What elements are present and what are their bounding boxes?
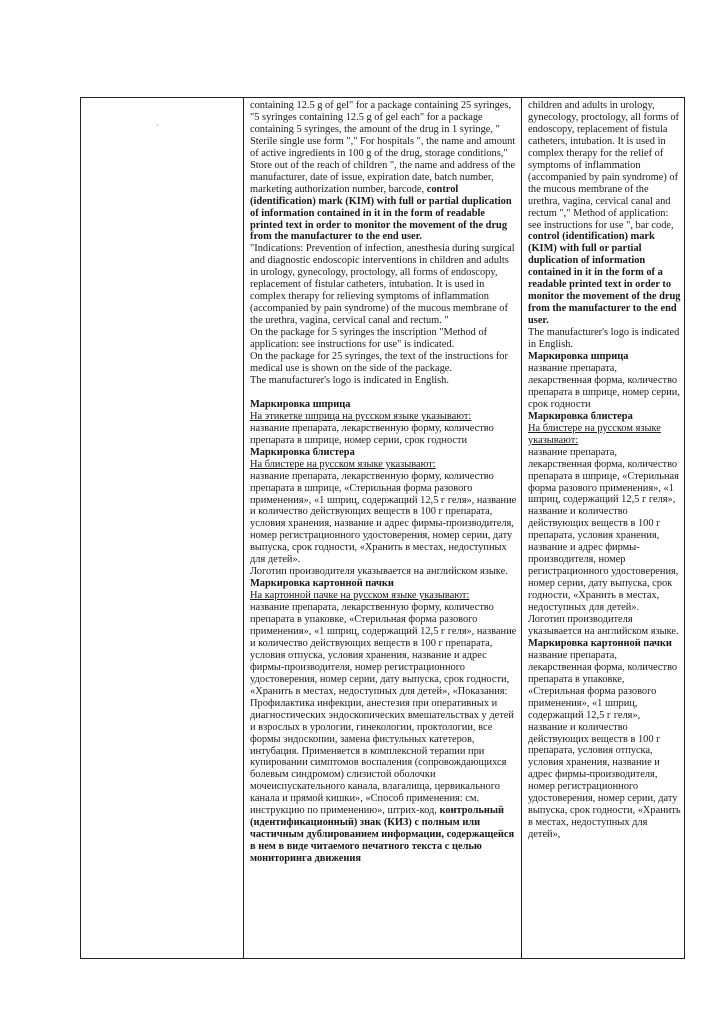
right-logo-note: The manufacturer's logo is indicated in English. xyxy=(528,327,680,351)
right-paragraph-1: children and adults in urology, gynecology, proctology, all forms of endoscopy, replacement of fistula catheters, intubation. It is used in complex therapy for the relief of symptoms of inflammation (accompanied by pain syndrome) of the mucous membrane of the urethra, vagina, cervical canal and rectum "," Method of application: see instructions for use ", bar code, control (identification) mark (KIM) with full or partial duplication of information contained in it in the form of a readable printed text in order to monitor the movement of the drug from the manufacturer to the end user. xyxy=(528,100,681,327)
right-blister-text: название препарата, лекарственная форма, количество препарата в шприце, «Стерильная форма разового применения», «1 шприц, содержащий 12,5 г геля», название и количество действующих веществ в 100 г препарата, условия хранения, название и адрес фирмы-производителя, номер регистрационного удостоверения, номер серии, дату выпуска, срок годности, «Хранить в местах, недоступных для детей». xyxy=(528,446,679,614)
mid-syringe-text: название препарата, лекарственную форму, количество препарата в шприце, номер серии, срок годности xyxy=(250,422,494,446)
right-column xyxy=(522,98,684,958)
comparison-table xyxy=(80,97,685,959)
right-syringe-heading: Маркировка шприца xyxy=(528,351,629,363)
right-kim-bold: control (identification) mark (KIM) with full or partial duplication of information contained in it in the form of a readable printed text in order to monitor the movement of the drug from the manufacturer to the end user. xyxy=(528,231,681,327)
mid-blister-sub: На блистере на русском языке указывают: xyxy=(250,458,436,470)
mid-blister-logo: Логотип производителя указывается на английском языке. xyxy=(250,566,508,578)
mid-kim-bold: control (identification) mark (KIM) with full or partial duplication of information contained in it in the form of readable printed text in order to monitor the movement of the drug from the manufacturer to the end user. xyxy=(250,183,512,243)
left-column xyxy=(81,98,244,958)
right-carton-text: название препарата, лекарственная форма, количество препарата в упаковке, «Стерильная форма разового применения», «1 шприц, содержащий 12,5 г геля», название и количество действующих веществ в 100 г препарата, условия отпуска, условия хранения, название и адрес фирмы-производителя, номер регистрационного удостоверения, номер серии, дату выпуска, срок годности, «Хранить в местах, недоступных для детей», xyxy=(528,649,681,841)
mid-carton-heading: Маркировка картонной пачки xyxy=(250,578,394,590)
mid-syringe-heading: Маркировка шприца xyxy=(250,398,351,410)
mid-paragraph-1: containing 12.5 g of gel" for a package containing 25 syringes, "5 syringes containing 12.5 g of gel each" for a package containing 5 syringes, the amount of the drug in 1 syringe, " Sterile single use form "," For hospitals ", the name and amount of active ingredients in 100 g of the drug, storage conditions," Store out of the reach of children ", the name and address of the manufacturer, date of issue, expiration date, batch number, marketing authorization number, barcode, control (identification) mark (KIM) with full or partial duplication of information contained in it in the form of readable printed text in order to monitor the movement of the drug from the manufacturer to the end user. xyxy=(250,100,516,243)
mid-carton-sub: На картонной пачке на русском языке указывают: xyxy=(250,590,470,602)
mid-blister-heading: Маркировка блистера xyxy=(250,446,355,458)
right-syringe-text: название препарата, лекарственная форма, количество препарата в шприце, номер серии, срок годности xyxy=(528,362,680,410)
right-blister-heading: Маркировка блистера xyxy=(528,410,633,422)
right-blister-logo: Логотип производителя указывается на английском языке. xyxy=(528,613,679,637)
mid-package-25: On the package for 25 syringes, the text of the instructions for medical use is shown on the side of the package. xyxy=(250,351,508,374)
mid-kiz-bold: контрольный (идентификационный) знак (КИЗ) с полным или частичным дублированием информации, содержащейся в нем в виде читаемого печатного текста с целью мониторинга движения xyxy=(250,805,515,865)
mid-package-5: On the package for 5 syringes the inscription "Method of application: see instructions for use" is indicated. xyxy=(250,327,488,351)
spacer xyxy=(250,387,517,399)
mid-logo-note: The manufacturer's logo is indicated in English. xyxy=(250,374,449,386)
right-carton-heading: Маркировка картонной пачки xyxy=(528,637,672,649)
mid-blister-text: название препарата, лекарственную форму, количество препарата в шприце, «Стерильная форма разового применения», «1 шприц, содержащий 12,5 г геля», название и количество действующих веществ в 100 г препарата, условия хранения, название и адрес фирмы-производителя, номер регистрационного удостоверения, номер серии, дату выпуска, срок годности, «Хранить в местах, недоступных для детей». xyxy=(250,470,517,566)
middle-column xyxy=(244,98,522,958)
mid-syringe-sub: На этикетке шприца на русском языке указывают: xyxy=(250,410,472,422)
right-blister-sub: На блистере на русском языке указывают: xyxy=(528,422,661,446)
mid-carton-text: название препарата, лекарственную форму, количество препарата в упаковке, «Стерильная форма разового применения», «1 шприц, содержащий 12,5 г геля», название и количество действующих веществ в 100 г препарата, условия отпуска, условия хранения, название и адрес фирмы-производителя, номер регистрационного удостоверения, номер серии, дату выпуска, срок годности, «Хранить в местах, недоступных для детей», «Показания: Профилактика инфекции, анестезия при оперативных и диагностических эндоскопических вмешательствах у детей и взрослых в урологии, гинекологии, проктологии, все формы эндоскопии, замена фистульных катетеров, интубация. Применяется в комплексной терапии при купировании симптомов воспаления (сопровождающихся болевым синдромом) слизистой оболочки мочеиспускательного канала, влагалища, цервикального канала и прямой кишки», «Способ применения: см. инструкцию по применению», штрих-код, контрольный (идентификационный) знак (КИЗ) с полным или частичным дублированием информации, содержащейся в нем в виде читаемого печатного текста с целью мониторинга движения xyxy=(250,602,517,865)
mid-indications: "Indications: Prevention of infection, anesthesia during surgical and diagnostic endoscopic interventions in children and adults in urology, gynecology, proctology, all forms of endoscopy, replacement of fistular catheters, intubation. It is used in complex therapy for relieving symptoms of inflammation (accompanied by pain syndrome) of the mucous membrane of the urethra, vagina, cervical canal and rectum. " xyxy=(250,243,515,327)
stray-mark: · xyxy=(156,121,159,130)
